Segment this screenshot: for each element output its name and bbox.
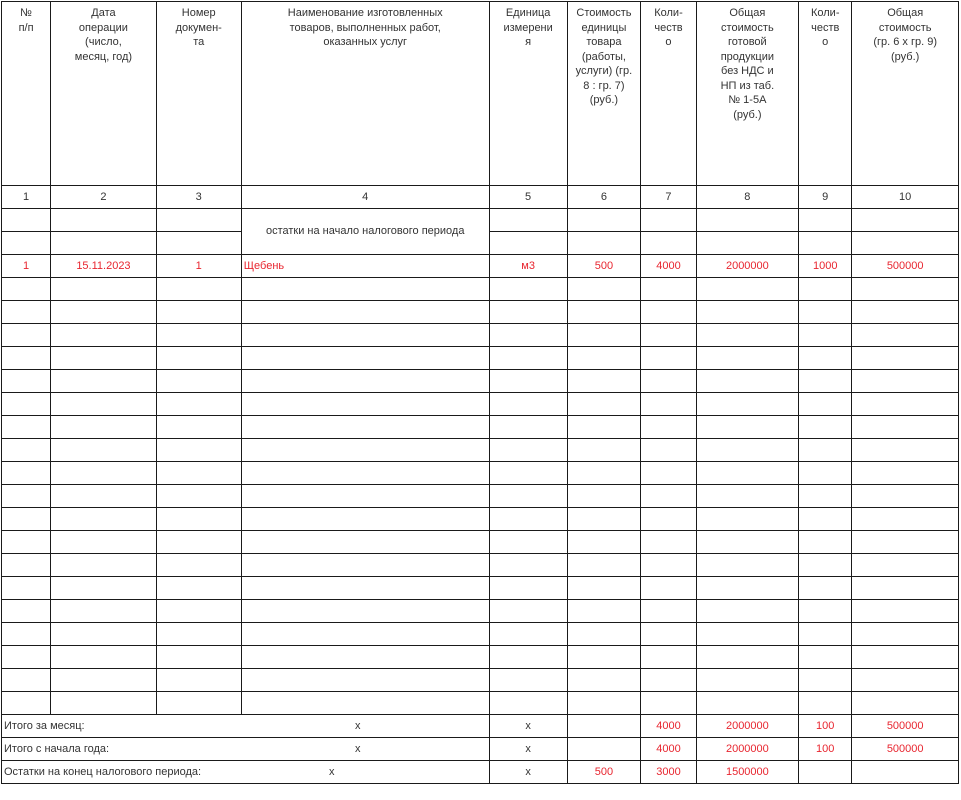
table-cell [51, 508, 157, 531]
table-cell [156, 324, 241, 347]
header-cell: Общая стоимость (гр. 6 х гр. 9) (руб.) [852, 2, 959, 186]
table-cell [799, 485, 852, 508]
table-cell [852, 577, 959, 600]
table-cell [799, 324, 852, 347]
blank-row [2, 531, 959, 554]
table-cell [799, 623, 852, 646]
header-cell: Общая стоимость готовой продукции без НДС и НП из таб. № 1-5А (руб.) [696, 2, 798, 186]
table-cell [567, 646, 641, 669]
table-cell [567, 554, 641, 577]
table-cell [489, 692, 567, 715]
table-cell [51, 646, 157, 669]
table-cell [489, 462, 567, 485]
table-cell [156, 692, 241, 715]
totals-month-row [2, 715, 959, 738]
totals-year-row [2, 738, 959, 761]
table-cell [489, 416, 567, 439]
totals-year-quantity-2: 100 [799, 738, 852, 761]
table-cell [51, 209, 157, 232]
table-cell [852, 600, 959, 623]
table-cell [696, 554, 798, 577]
table-cell [241, 439, 489, 462]
table-cell [799, 278, 852, 301]
entry-product-name: Щебень [241, 255, 489, 278]
table-cell [641, 416, 696, 439]
column-number: 4 [241, 186, 489, 209]
table-cell [2, 324, 51, 347]
table-cell [567, 600, 641, 623]
table-cell [696, 324, 798, 347]
totals-year-total-2: 500000 [852, 738, 959, 761]
table-cell [489, 485, 567, 508]
table-cell [852, 761, 959, 784]
table-cell [852, 301, 959, 324]
table-cell [489, 646, 567, 669]
table-cell [2, 347, 51, 370]
table-cell [241, 301, 489, 324]
table-cell [799, 301, 852, 324]
table-cell [156, 600, 241, 623]
table-cell [799, 232, 852, 255]
table-cell [852, 324, 959, 347]
table-cell [51, 669, 157, 692]
entry-date: 15.11.2023 [51, 255, 157, 278]
header-cell: Единица измерени я [489, 2, 567, 186]
table-cell [641, 646, 696, 669]
table-cell [567, 324, 641, 347]
table-cell [51, 600, 157, 623]
totals-month-unit: х [489, 715, 567, 738]
blank-row [2, 370, 959, 393]
table-cell [2, 692, 51, 715]
table-cell [51, 554, 157, 577]
table-cell [241, 508, 489, 531]
table-cell [51, 232, 157, 255]
table-cell [489, 531, 567, 554]
table-cell [696, 577, 798, 600]
entry-quantity-2: 1000 [799, 255, 852, 278]
table-cell [156, 347, 241, 370]
table-cell [156, 646, 241, 669]
table-cell [641, 531, 696, 554]
table-cell [799, 761, 852, 784]
table-cell [799, 347, 852, 370]
column-number: 6 [567, 186, 641, 209]
table-cell [641, 301, 696, 324]
table-cell [2, 577, 51, 600]
table-cell [641, 554, 696, 577]
entry-unit-cost: 500 [567, 255, 641, 278]
table-cell [852, 669, 959, 692]
table-cell [2, 301, 51, 324]
table-cell [696, 278, 798, 301]
table-cell [156, 416, 241, 439]
table-cell [852, 531, 959, 554]
table-cell [567, 508, 641, 531]
table-cell [696, 393, 798, 416]
table-cell [489, 623, 567, 646]
table-cell [2, 393, 51, 416]
table-cell [51, 370, 157, 393]
table-cell [489, 508, 567, 531]
totals-year-label: Итого с начала года: [4, 743, 110, 755]
header-cell: Стоимость единицы товара (работы, услуги) (гр. 8 : гр. 7) (руб.) [567, 2, 641, 186]
totals-end-unit-cost: 500 [567, 761, 641, 784]
totals-month-quantity-2: 100 [799, 715, 852, 738]
totals-end-total: 1500000 [696, 761, 798, 784]
table-cell [489, 347, 567, 370]
header-cell: Номер докумен- та [156, 2, 241, 186]
blank-row [2, 439, 959, 462]
table-cell [641, 393, 696, 416]
totals-year-x: х [355, 743, 361, 755]
table-cell [2, 531, 51, 554]
table-cell [2, 508, 51, 531]
blank-row [2, 485, 959, 508]
table-cell [696, 416, 798, 439]
table-cell [567, 738, 641, 761]
header-cell: Коли- честв о [799, 2, 852, 186]
blank-row [2, 669, 959, 692]
table-cell [241, 646, 489, 669]
table-cell [567, 623, 641, 646]
table-cell [696, 485, 798, 508]
table-cell [799, 462, 852, 485]
table-cell [156, 508, 241, 531]
table-cell [2, 669, 51, 692]
table-cell [156, 301, 241, 324]
totals-year-total: 2000000 [696, 738, 798, 761]
table-cell [641, 577, 696, 600]
table-cell [567, 462, 641, 485]
blank-row [2, 600, 959, 623]
entry-row [2, 255, 959, 278]
table-cell [641, 462, 696, 485]
table-cell [241, 393, 489, 416]
table-cell [852, 692, 959, 715]
table-cell [641, 232, 696, 255]
table-cell [799, 554, 852, 577]
table-cell [567, 393, 641, 416]
header-cell: Дата операции (число, месяц, год) [51, 2, 157, 186]
table-cell [51, 462, 157, 485]
table-cell [489, 600, 567, 623]
table-cell [489, 439, 567, 462]
table-cell [156, 531, 241, 554]
blank-row [2, 301, 959, 324]
table-cell [2, 462, 51, 485]
blank-row [2, 416, 959, 439]
table-cell [241, 554, 489, 577]
blank-row [2, 692, 959, 715]
table-cell [51, 416, 157, 439]
table-cell [489, 370, 567, 393]
table-cell [489, 554, 567, 577]
table-cell [156, 370, 241, 393]
table-cell [2, 485, 51, 508]
table-cell [567, 416, 641, 439]
table-cell [799, 393, 852, 416]
table-cell [799, 370, 852, 393]
table-cell [696, 209, 798, 232]
column-number: 5 [489, 186, 567, 209]
table-cell [2, 554, 51, 577]
table-cell [156, 554, 241, 577]
table-cell [696, 301, 798, 324]
table-cell [156, 669, 241, 692]
table-cell [696, 531, 798, 554]
table-cell [696, 439, 798, 462]
table-cell [241, 278, 489, 301]
blank-row [2, 278, 959, 301]
table-cell [641, 278, 696, 301]
totals-end-unit: х [489, 761, 567, 784]
table-cell [2, 209, 51, 232]
table-cell [641, 439, 696, 462]
table-cell [241, 600, 489, 623]
table-cell [489, 669, 567, 692]
table-cell [489, 278, 567, 301]
table-cell [567, 439, 641, 462]
table-cell [51, 301, 157, 324]
blank-row [2, 393, 959, 416]
table-cell [51, 324, 157, 347]
table-cell [852, 232, 959, 255]
table-cell [641, 324, 696, 347]
totals-end-x: х [329, 766, 335, 778]
table-cell [641, 692, 696, 715]
table-cell [51, 623, 157, 646]
entry-total-cost-2: 500000 [852, 255, 959, 278]
table-cell [799, 439, 852, 462]
table-cell [2, 600, 51, 623]
table-cell [241, 577, 489, 600]
table-cell [156, 232, 241, 255]
table-cell [799, 508, 852, 531]
table-cell [641, 669, 696, 692]
table-cell [2, 623, 51, 646]
table-cell [156, 485, 241, 508]
table-cell [2, 646, 51, 669]
totals-month-quantity: 4000 [641, 715, 696, 738]
column-number: 9 [799, 186, 852, 209]
table-cell [241, 485, 489, 508]
table-cell [567, 232, 641, 255]
table-cell [567, 209, 641, 232]
header-cell: Наименование изготовленных товаров, выполненных работ, оказанных услуг [241, 2, 489, 186]
opening-balance-row [2, 209, 959, 232]
table-cell [696, 232, 798, 255]
totals-month-total-2: 500000 [852, 715, 959, 738]
table-cell [2, 370, 51, 393]
table-cell [489, 209, 567, 232]
table-cell [2, 232, 51, 255]
table-cell [51, 485, 157, 508]
table-cell [241, 669, 489, 692]
table-cell [489, 577, 567, 600]
table-cell [156, 623, 241, 646]
table-cell [696, 462, 798, 485]
entry-number: 1 [2, 255, 51, 278]
table-cell [852, 209, 959, 232]
table-cell [799, 577, 852, 600]
table-cell [156, 278, 241, 301]
blank-row [2, 554, 959, 577]
table-cell [641, 347, 696, 370]
table-cell [641, 209, 696, 232]
table-cell [156, 439, 241, 462]
table-cell [51, 577, 157, 600]
entry-total-cost: 2000000 [696, 255, 798, 278]
entry-unit: м3 [489, 255, 567, 278]
table-cell [567, 692, 641, 715]
table-cell [51, 278, 157, 301]
totals-end-label-cell [2, 761, 490, 784]
table-cell [641, 600, 696, 623]
table-cell [696, 508, 798, 531]
entry-document-number: 1 [156, 255, 241, 278]
table-cell [156, 209, 241, 232]
header-row [2, 2, 959, 186]
table-cell [489, 232, 567, 255]
table-cell [241, 462, 489, 485]
table-cell [696, 669, 798, 692]
column-number: 8 [696, 186, 798, 209]
totals-end-row [2, 761, 959, 784]
totals-year-unit: х [489, 738, 567, 761]
table-cell [2, 278, 51, 301]
table-cell [696, 692, 798, 715]
table-cell [799, 209, 852, 232]
opening-balance-label: остатки на начало налогового периода [241, 209, 489, 255]
blank-row [2, 646, 959, 669]
totals-month-label: Итого за месяц: [4, 720, 85, 732]
table-cell [641, 623, 696, 646]
table-cell [51, 347, 157, 370]
table-cell [241, 416, 489, 439]
table-cell [641, 370, 696, 393]
table-cell [489, 393, 567, 416]
column-number: 2 [51, 186, 157, 209]
table-cell [241, 324, 489, 347]
table-cell [852, 485, 959, 508]
table-cell [852, 393, 959, 416]
column-number: 10 [852, 186, 959, 209]
totals-end-label: Остатки на конец налогового периода: [4, 766, 202, 778]
table-cell [156, 462, 241, 485]
header-cell: Коли- честв о [641, 2, 696, 186]
table-cell [51, 692, 157, 715]
table-cell [241, 370, 489, 393]
totals-month-label-cell [2, 715, 490, 738]
table-cell [567, 577, 641, 600]
table-cell [241, 531, 489, 554]
blank-row [2, 462, 959, 485]
table-cell [799, 692, 852, 715]
header-cell: № п/п [2, 2, 51, 186]
table-cell [567, 370, 641, 393]
blank-row [2, 324, 959, 347]
table-cell [567, 485, 641, 508]
table-cell [641, 485, 696, 508]
column-number: 7 [641, 186, 696, 209]
table-cell [852, 462, 959, 485]
totals-year-quantity: 4000 [641, 738, 696, 761]
totals-month-total: 2000000 [696, 715, 798, 738]
table-cell [51, 393, 157, 416]
table-cell [241, 692, 489, 715]
table-cell [852, 347, 959, 370]
table-cell [641, 508, 696, 531]
table-cell [696, 600, 798, 623]
totals-month-x: х [355, 720, 361, 732]
table-cell [567, 669, 641, 692]
table-cell [852, 623, 959, 646]
table-cell [156, 577, 241, 600]
table-cell [567, 531, 641, 554]
table-cell [852, 439, 959, 462]
column-number: 3 [156, 186, 241, 209]
table-cell [799, 646, 852, 669]
table-cell [852, 508, 959, 531]
blank-row [2, 623, 959, 646]
table-cell [567, 715, 641, 738]
table-cell [852, 370, 959, 393]
table-cell [489, 301, 567, 324]
table-cell [2, 416, 51, 439]
entry-quantity: 4000 [641, 255, 696, 278]
column-number: 1 [2, 186, 51, 209]
column-number-row [2, 186, 959, 209]
table-cell [852, 554, 959, 577]
table-cell [799, 600, 852, 623]
table-cell [852, 416, 959, 439]
table-cell [852, 646, 959, 669]
table-cell [696, 347, 798, 370]
table-cell [489, 324, 567, 347]
table-cell [241, 347, 489, 370]
table-cell [567, 347, 641, 370]
blank-row [2, 508, 959, 531]
table-cell [799, 531, 852, 554]
totals-end-quantity: 3000 [641, 761, 696, 784]
table-cell [696, 623, 798, 646]
table-cell [241, 623, 489, 646]
blank-row [2, 347, 959, 370]
table-cell [696, 370, 798, 393]
table-cell [567, 301, 641, 324]
table-cell [51, 531, 157, 554]
blank-row [2, 577, 959, 600]
table-cell [852, 278, 959, 301]
table-cell [696, 646, 798, 669]
table-cell [156, 393, 241, 416]
table-cell [799, 416, 852, 439]
table-cell [567, 278, 641, 301]
table-cell [51, 439, 157, 462]
table-cell [2, 439, 51, 462]
table-cell [799, 669, 852, 692]
ledger-table [1, 1, 959, 784]
totals-year-label-cell [2, 738, 490, 761]
